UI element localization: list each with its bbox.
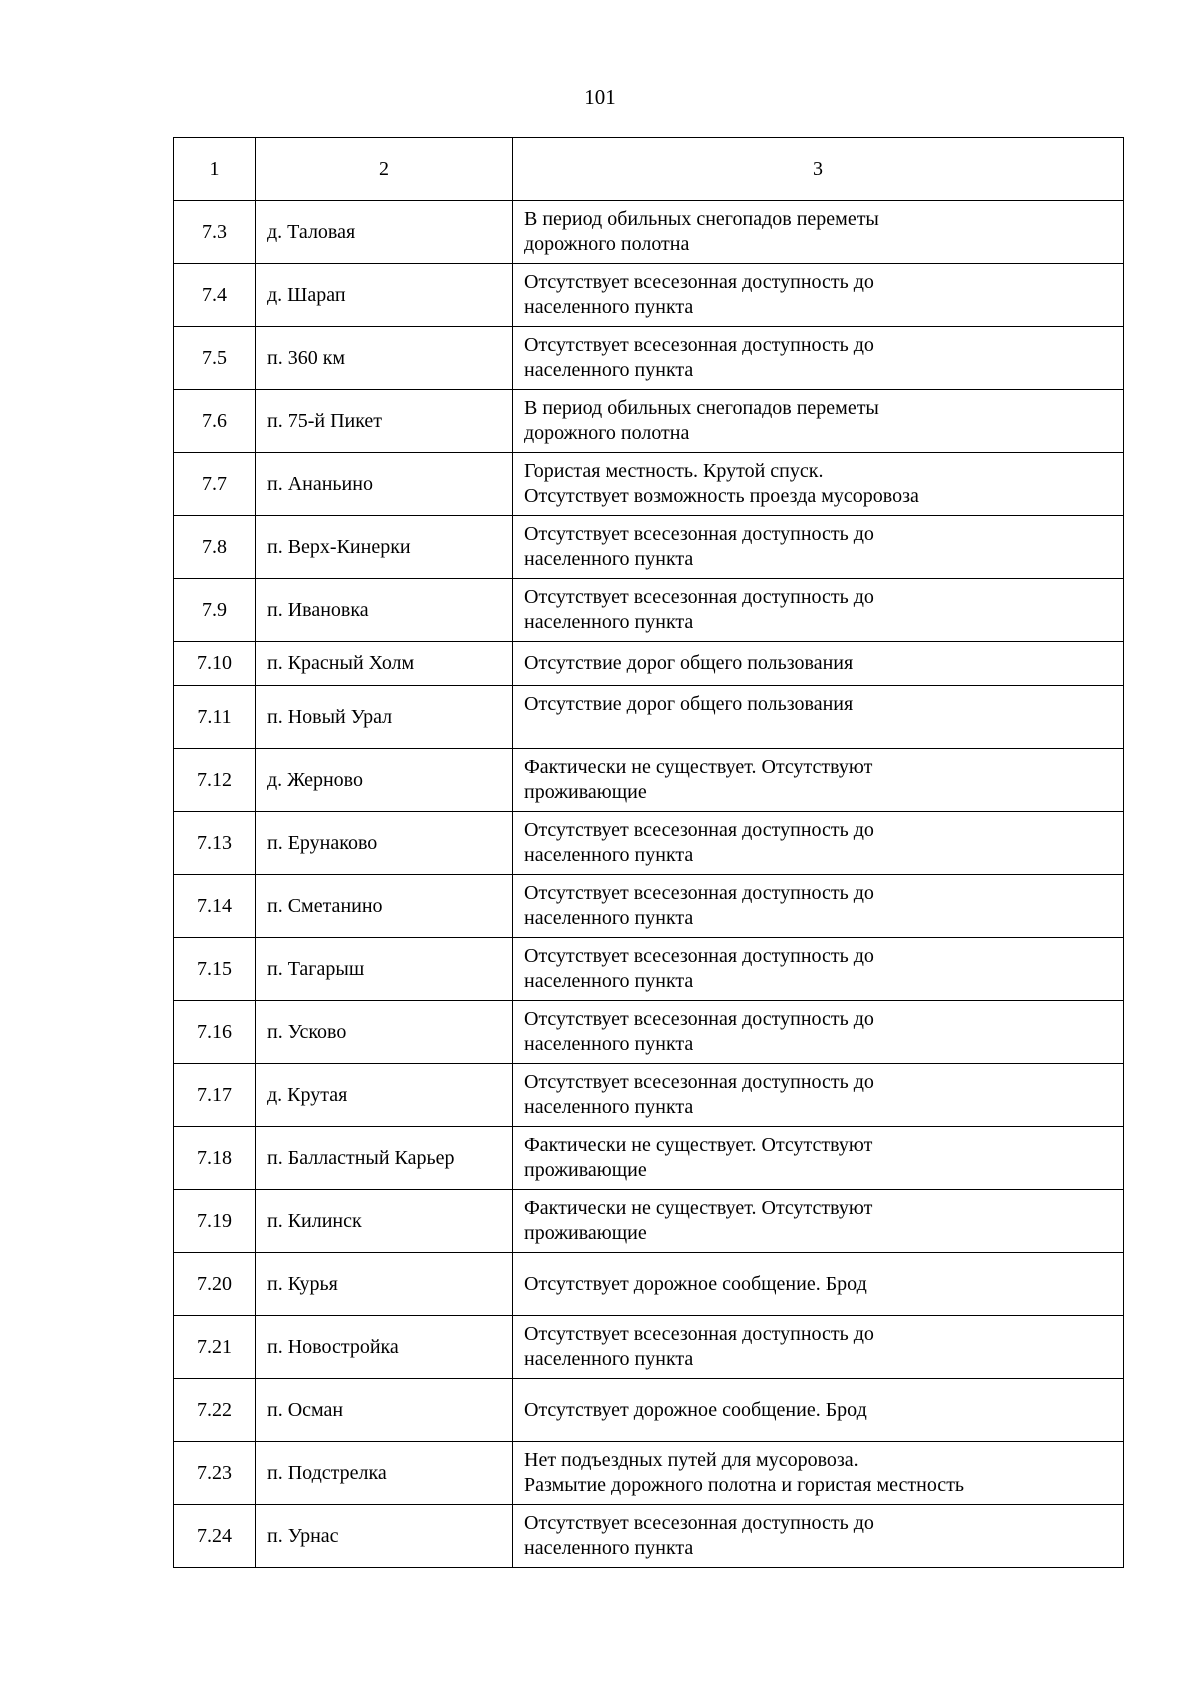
- note-cell: Отсутствует дорожное сообщение. Брод: [513, 1379, 1124, 1442]
- note-cell: Гористая местность. Крутой спуск. Отсутствует возможность проезда мусоровоза: [513, 453, 1124, 516]
- table-row: [174, 516, 1124, 579]
- table-row: [174, 1379, 1124, 1442]
- table-row: [174, 1190, 1124, 1253]
- row-number-cell: 7.20: [174, 1253, 256, 1316]
- table-row: [174, 1253, 1124, 1316]
- row-number-cell: 7.5: [174, 327, 256, 390]
- settlement-name-cell: п. Подстрелка: [256, 1442, 513, 1505]
- settlement-name-cell: п. Усково: [256, 1001, 513, 1064]
- table-row: [174, 749, 1124, 812]
- row-number-cell: 7.21: [174, 1316, 256, 1379]
- settlement-name-cell: п. Урнас: [256, 1505, 513, 1568]
- settlement-name-cell: п. Курья: [256, 1253, 513, 1316]
- note-cell: Фактически не существует. Отсутствуют проживающие: [513, 749, 1124, 812]
- note-cell: Отсутствует всесезонная доступность до населенного пункта: [513, 327, 1124, 390]
- row-number-cell: 7.10: [174, 642, 256, 686]
- table-row: [174, 1001, 1124, 1064]
- header-cell-2: 2: [256, 138, 513, 201]
- settlement-name-cell: п. Новый Урал: [256, 686, 513, 749]
- settlement-name-cell: д. Шарап: [256, 264, 513, 327]
- note-cell: Нет подъездных путей для мусоровоза. Размытие дорожного полотна и гористая местность: [513, 1442, 1124, 1505]
- row-number-cell: 7.9: [174, 579, 256, 642]
- table-row: [174, 453, 1124, 516]
- table-row: [174, 390, 1124, 453]
- settlement-name-cell: д. Крутая: [256, 1064, 513, 1127]
- table-row: [174, 812, 1124, 875]
- note-cell: В период обильных снегопадов переметы дорожного полотна: [513, 201, 1124, 264]
- row-number-cell: 7.15: [174, 938, 256, 1001]
- row-number-cell: 7.22: [174, 1379, 256, 1442]
- table-row: [174, 327, 1124, 390]
- row-number-cell: 7.11: [174, 686, 256, 749]
- settlement-name-cell: п. Килинск: [256, 1190, 513, 1253]
- table-row: [174, 1442, 1124, 1505]
- row-number-cell: 7.16: [174, 1001, 256, 1064]
- note-cell: Отсутствует всесезонная доступность до населенного пункта: [513, 264, 1124, 327]
- table-row: [174, 1505, 1124, 1568]
- settlement-name-cell: д. Таловая: [256, 201, 513, 264]
- settlement-name-cell: п. Верх-Кинерки: [256, 516, 513, 579]
- table-row: [174, 938, 1124, 1001]
- settlement-name-cell: п. Красный Холм: [256, 642, 513, 686]
- row-number-cell: 7.14: [174, 875, 256, 938]
- note-cell: Отсутствует всесезонная доступность до населенного пункта: [513, 875, 1124, 938]
- row-number-cell: 7.4: [174, 264, 256, 327]
- note-cell: Отсутствует всесезонная доступность до населенного пункта: [513, 1505, 1124, 1568]
- note-cell: Отсутствие дорог общего пользования: [513, 686, 1124, 749]
- table-row: [174, 579, 1124, 642]
- settlement-name-cell: д. Жерново: [256, 749, 513, 812]
- header-cell-3: 3: [513, 138, 1124, 201]
- settlement-name-cell: п. Осман: [256, 1379, 513, 1442]
- table-row: [174, 1127, 1124, 1190]
- settlement-name-cell: п. Ерунаково: [256, 812, 513, 875]
- row-number-cell: 7.23: [174, 1442, 256, 1505]
- row-number-cell: 7.3: [174, 201, 256, 264]
- row-number-cell: 7.19: [174, 1190, 256, 1253]
- note-cell: Отсутствие дорог общего пользования: [513, 642, 1124, 686]
- settlement-name-cell: п. Сметанино: [256, 875, 513, 938]
- note-cell: Отсутствует дорожное сообщение. Брод: [513, 1253, 1124, 1316]
- note-cell: Отсутствует всесезонная доступность до населенного пункта: [513, 938, 1124, 1001]
- settlement-name-cell: п. 360 км: [256, 327, 513, 390]
- table-row: [174, 201, 1124, 264]
- table-row: [174, 1064, 1124, 1127]
- header-cell-1: 1: [174, 138, 256, 201]
- row-number-cell: 7.6: [174, 390, 256, 453]
- note-cell: Фактически не существует. Отсутствуют проживающие: [513, 1127, 1124, 1190]
- note-cell: Отсутствует всесезонная доступность до населенного пункта: [513, 516, 1124, 579]
- note-cell: Отсутствует всесезонная доступность до населенного пункта: [513, 579, 1124, 642]
- note-cell: Отсутствует всесезонная доступность до населенного пункта: [513, 1001, 1124, 1064]
- data-table: [173, 137, 1124, 1568]
- note-cell: Фактически не существует. Отсутствуют проживающие: [513, 1190, 1124, 1253]
- settlement-name-cell: п. Ивановка: [256, 579, 513, 642]
- table-row: [174, 686, 1124, 749]
- settlement-name-cell: п. Балластный Карьер: [256, 1127, 513, 1190]
- row-number-cell: 7.8: [174, 516, 256, 579]
- row-number-cell: 7.24: [174, 1505, 256, 1568]
- table-row: [174, 264, 1124, 327]
- settlement-name-cell: п. Новостройка: [256, 1316, 513, 1379]
- row-number-cell: 7.17: [174, 1064, 256, 1127]
- note-cell: Отсутствует всесезонная доступность до населенного пункта: [513, 812, 1124, 875]
- row-number-cell: 7.18: [174, 1127, 256, 1190]
- page-number: 101: [584, 85, 616, 109]
- note-cell: Отсутствует всесезонная доступность до населенного пункта: [513, 1316, 1124, 1379]
- table-row: [174, 875, 1124, 938]
- table-row: [174, 1316, 1124, 1379]
- row-number-cell: 7.12: [174, 749, 256, 812]
- settlement-name-cell: п. Тагарыш: [256, 938, 513, 1001]
- row-number-cell: 7.13: [174, 812, 256, 875]
- note-cell: Отсутствует всесезонная доступность до населенного пункта: [513, 1064, 1124, 1127]
- row-number-cell: 7.7: [174, 453, 256, 516]
- note-cell: В период обильных снегопадов переметы дорожного полотна: [513, 390, 1124, 453]
- settlement-name-cell: п. 75-й Пикет: [256, 390, 513, 453]
- table-header-row: [174, 138, 1124, 201]
- settlement-name-cell: п. Ананьино: [256, 453, 513, 516]
- table-row: [174, 642, 1124, 686]
